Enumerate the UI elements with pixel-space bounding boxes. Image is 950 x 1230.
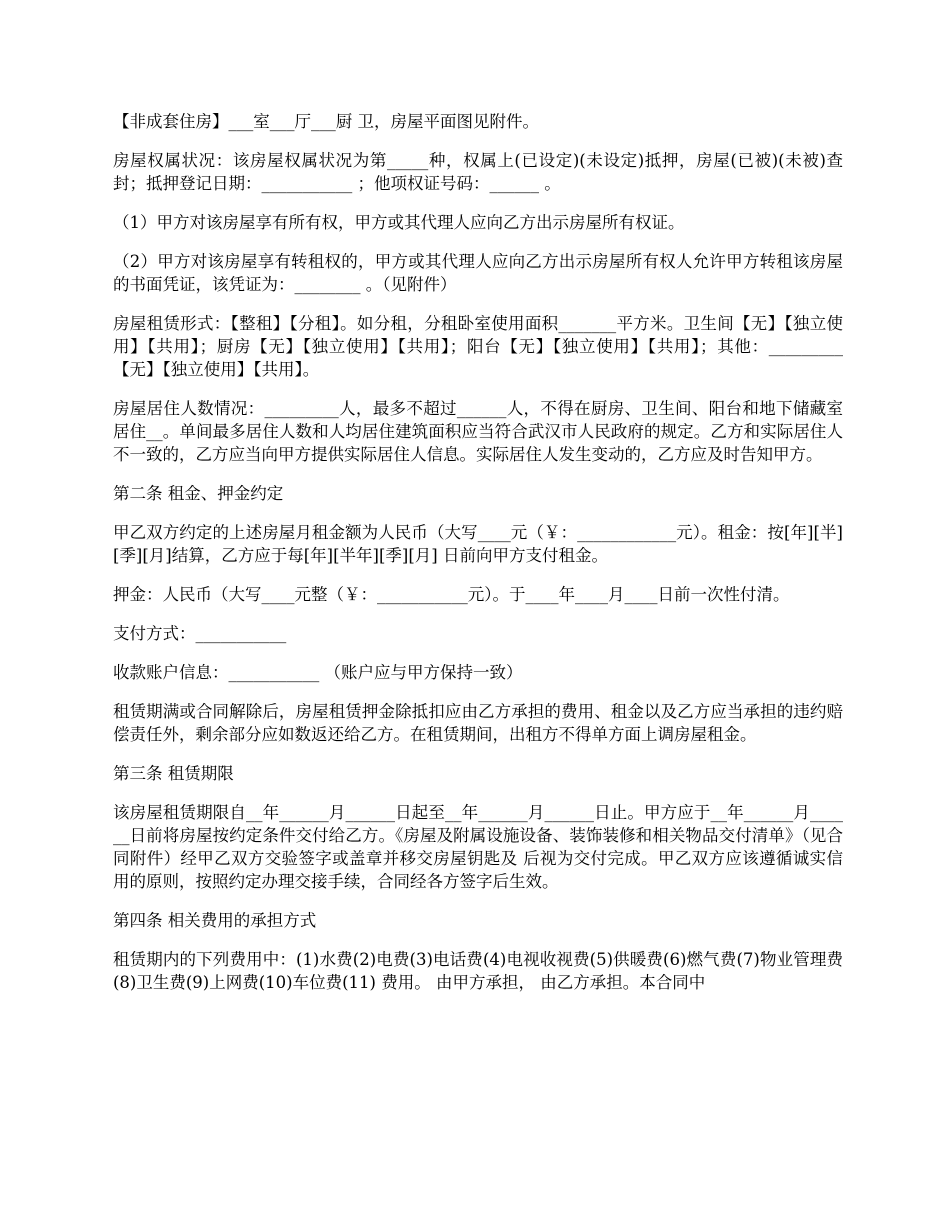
paragraph-deposit-refund: 租赁期满或合同解除后，房屋租赁押金除抵扣应由乙方承担的费用、租金以及乙方应当承担的违约赔偿责任外，剩余部分应如数返还给乙方。在租赁期间，出租方不得单方面上调房屋租金。 (113, 702, 843, 744)
paragraph-monthly-rent: 甲乙双方约定的上述房屋月租金额为人民币（大写____元（￥：____________元）。租金：按[年][半][季][月]结算，乙方应于每[年][半年][季][月] 日前向甲方支付租金。 (113, 523, 843, 565)
paragraph-lease-period: 该房屋租赁期限自__年______月______日起至__年______月______日止。甲方应于__年______月______日前将房屋按约定条件交付给乙方。《房屋及附属设施设备、装饰装修和相关物品交付清单》（见合同附件）经甲乙双方交验签字或盖章并移交房屋钥匙及 后视为交付完成。甲乙双方应该遵循诚实信用的原则，按照约定办理交接手续，合同经各方签字后生效。 (113, 803, 843, 891)
paragraph-non-suite-housing: 【非成套住房】___室___厅___厨 卫，房屋平面图见附件。 (113, 112, 539, 131)
paragraph-lease-form: 房屋租赁形式：【整租】【分租】。如分租，分租卧室使用面积_______平方米。卫生间【无】【独立使用】【共用】；厨房【无】【独立使用】【共用】；阳台【无】【独立使用】【共用】；其他：_________【无】【独立使用】【共用】。 (113, 314, 843, 379)
paragraph-ownership-right: （1）甲方对该房屋享有所有权，甲方或其代理人应向乙方出示房屋所有权证。 (113, 213, 685, 232)
paragraph-payee-account: 收款账户信息：___________ （账户应与甲方保持一致） (113, 663, 523, 682)
paragraph-ownership-status: 房屋权属状况：该房屋权属状况为第_____种，权属上(已设定)(未设定)抵押，房屋(已被)(未被)查封；抵押登记日期：___________ ；他项权证号码：______ 。 (113, 151, 843, 193)
section-heading-fees: 第四条 相关费用的承担方式 (113, 911, 317, 930)
paragraph-deposit: 押金：人民币（大写____元整（￥：___________元）。于____年____月____日前一次性付清。 (113, 585, 790, 604)
paragraph-occupancy: 房屋居住人数情况：_________人，最多不超过______人，不得在厨房、卫生间、阳台和地下储藏室居住__。单间最多居住人数和人均居住建筑面积应当符合武汉市人民政府的规定。乙方和实际居住人不一致的，乙方应当向甲方提供实际居住人信息。实际居住人发生变动的，乙方应及时告知甲方。 (113, 399, 843, 464)
section-heading-lease-term: 第三条 租赁期限 (113, 764, 234, 783)
paragraph-fee-list: 租赁期内的下列费用中：(1)水费(2)电费(3)电话费(4)电视收视费(5)供暖费(6)燃气费(7)物业管理费(8)卫生费(9)上网费(10)车位费(11) 费用。 由甲方承担， 由乙方承担。本合同中 (113, 950, 843, 992)
paragraph-payment-method: 支付方式：___________ (113, 624, 287, 643)
section-heading-rent-deposit: 第二条 租金、押金约定 (113, 484, 284, 503)
document-body (113, 110, 843, 1010)
paragraph-sublease-right: （2）甲方对该房屋享有转租权的，甲方或其代理人应向乙方出示房屋所有权人允许甲方转租该房屋的书面凭证，该凭证为：________ 。（见附件） (113, 252, 843, 294)
